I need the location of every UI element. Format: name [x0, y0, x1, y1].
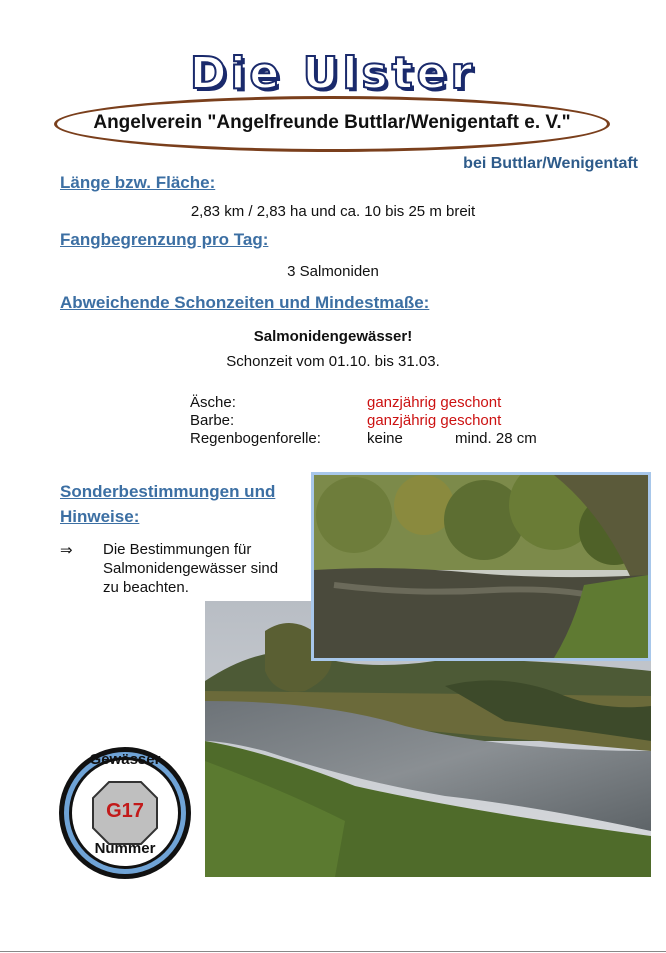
- heading-fangbegrenzung: Fangbegrenzung pro Tag:: [60, 230, 269, 249]
- fish-row: [190, 412, 234, 429]
- fang-text: 3 Salmoniden: [287, 263, 379, 280]
- location-subtitle: bei Buttlar/Wenigentaft: [463, 155, 638, 172]
- heading-schonzeiten: Abweichende Schonzeiten und Mindestmaße:: [60, 293, 430, 312]
- badge-top-label: Gewässer: [89, 751, 161, 768]
- bullet-line: Salmonidengewässer sind: [103, 560, 279, 577]
- bullet-line: Die Bestimmungen für: [103, 541, 252, 558]
- heading-sonder-line1: Sonderbestimmungen und: [60, 482, 276, 501]
- fish-status: ganzjährig geschont: [367, 394, 502, 411]
- club-name: Angelverein "Angelfreunde Buttlar/Wenigentaft e. V.": [93, 112, 571, 133]
- laenge-text: 2,83 km / 2,83 ha und ca. 10 bis 25 m breit: [190, 203, 476, 220]
- gewaesser-number-badge: [57, 745, 193, 881]
- fish-name: Äsche:: [190, 394, 236, 411]
- heading-sonder-line2: Hinweise:: [60, 507, 140, 526]
- badge-bottom-label: Nummer: [94, 840, 156, 857]
- fish-status: keine: [367, 430, 403, 447]
- badge-code: G17: [106, 800, 144, 822]
- fish-row: [190, 430, 321, 447]
- arrow-icon: ⇒: [60, 542, 73, 559]
- fish-row: [190, 394, 236, 411]
- bullet-line: zu beachten.: [103, 579, 189, 596]
- fish-name: Barbe:: [190, 412, 235, 429]
- heading-laenge: Länge bzw. Fläche:: [60, 173, 216, 192]
- bottom-divider: [0, 951, 666, 952]
- schonzeit-line: Schonzeit vom 01.10. bis 31.03.: [226, 353, 440, 370]
- fish-min-size: mind. 28 cm: [455, 430, 537, 447]
- fish-name: Regenbogenforelle:: [190, 430, 321, 447]
- page-title: Die Ulster: [189, 48, 477, 99]
- bullet-text: [103, 540, 313, 597]
- salmoniden-bold: Salmonidengewässer!: [253, 328, 413, 345]
- fish-status: ganzjährig geschont: [367, 412, 502, 429]
- river-photo-framed: [311, 472, 651, 661]
